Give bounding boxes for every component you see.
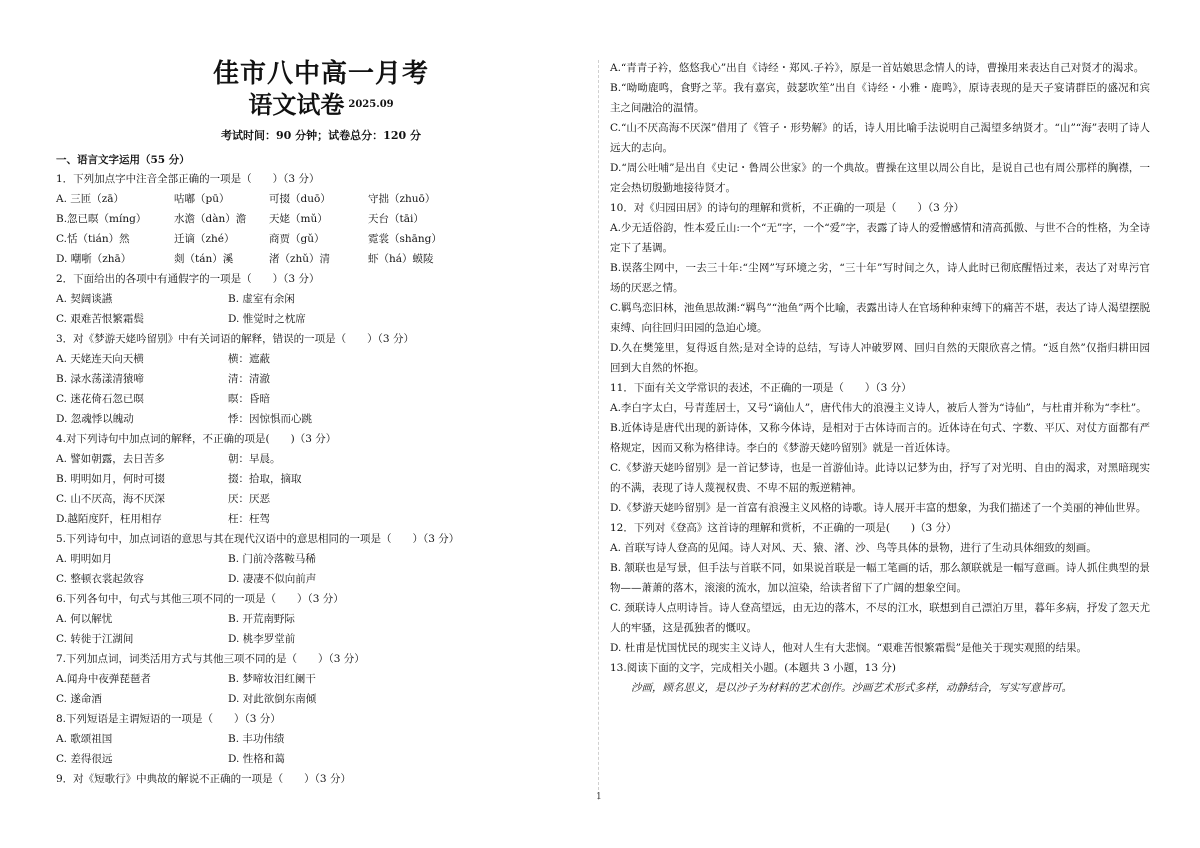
question-1-stem: 1．下列加点字中注音全部正确的一项是（ ）（3 分） [56, 173, 320, 185]
question-11-option: B.近体诗是唐代出现的新诗体，又称今体诗，是相对于古体诗而言的。近体诗在句式、字数、平仄、对仗方面都有严格规定，因而又称为格律诗。李白的《梦游天姥吟留别》就是一首近体诗。 [610, 422, 1150, 454]
option-cell: B.忽已暝（míng） [56, 213, 147, 225]
question-1-row [56, 189, 586, 209]
option-cell: 剡（tán）溪 [174, 253, 234, 265]
option-cell: C. 整顿衣裳起敛容 [56, 573, 144, 585]
option-cell: B. 门前冷落鞍马稀 [228, 553, 316, 565]
question-7-row [56, 669, 586, 689]
page-number: 1 [596, 792, 602, 802]
option-cell: B. 明明如月，何时可掇 [56, 473, 165, 485]
question-2-row [56, 289, 586, 309]
option-cell: C. 山不厌高，海不厌深 [56, 493, 165, 505]
question-9-option: C.“山不厌高海不厌深”借用了《管子・形势解》的话，诗人用比喻手法说明自己渴望多纳贤才。“山”“海”表明了诗人远大的志向。 [610, 122, 1150, 154]
question-10-option: D.久在樊笼里，复得返自然;是对全诗的总结，写诗人冲破罗网、回归自然的天限欣喜之情。“返自然”仅指归耕田园回到大自然的怀抱。 [610, 342, 1150, 374]
option-cell: A. 明明如月 [56, 553, 113, 565]
question-4-stem: 4.对下列诗句中加点词的解释，不正确的项是( )（3 分） [56, 433, 337, 445]
option-cell: 虾（há）蟆陵 [368, 253, 434, 265]
question-11-option: C.《梦游天姥吟留别》是一首记梦诗，也是一首游仙诗。此诗以记梦为由，抒写了对光明、自由的渴求，对黑暗现实的不满，表现了诗人蔑视权贵、不卑不屈的叛逆精神。 [610, 462, 1150, 494]
question-4-row [56, 469, 586, 489]
question-8-stem: 8.下列短语是主谓短语的一项是（ ）（3 分） [56, 713, 281, 725]
option-cell: 渚（zhǔ）清 [269, 253, 331, 265]
question-8-row [56, 729, 586, 749]
option-cell: 暝：昏暗 [228, 393, 270, 405]
question-12-option: D. 杜甫是忧国忧民的现实主义诗人，他对人生有大悲悯。“艰难苦恨繁霜鬓”是他关于现实观照的结果。 [610, 642, 1087, 654]
option-cell: B. 虚室有余闲 [228, 293, 295, 305]
subtitle-row [56, 90, 586, 123]
question-9-option: A.“青青子衿，悠悠我心”出自《诗经・郑风.子衿》，原是一首姑娘思念情人的诗，曹操用来表达自己对贤才的渴求。 [610, 62, 1145, 74]
question-10-option: C.羁鸟恋旧林，池鱼思故渊:“羁鸟”“池鱼”两个比喻，表露出诗人在官场种种束缚下的痛苦不堪，表达了诗人渴望摆脱束缚、向往回归田园的急迫心境。 [610, 302, 1151, 334]
question-12-stem: 12．下列对《登高》这首诗的理解和赏析，不正确的一项是( )（3 分） [610, 522, 957, 534]
option-cell: 守拙（zhuō） [368, 193, 436, 205]
option-cell: C.恬（tián）然 [56, 233, 130, 245]
option-cell: 悸：因惊惧而心跳 [228, 413, 312, 425]
question-10-option: A.少无适俗韵，性本爱丘山:一个“无”字，一个“爱”字，表露了诗人的爱憎感情和清高孤傲、与世不合的性格，为全诗定下了基调。 [610, 222, 1150, 254]
question-11-option: D.《梦游天姥吟留别》是一首富有浪漫主义风格的诗歌。诗人展开丰富的想象，为我们描述了一个美丽的神仙世界。 [610, 502, 1147, 514]
option-cell: D. 对此欲倒东南倾 [228, 693, 317, 705]
reading-passage: 沙画，顾名思义，是以沙子为材料的艺术创作。沙画艺术形式多样，动静结合，写实写意皆可。 [631, 682, 1072, 694]
question-6-row [56, 609, 586, 629]
exam-subtitle: 语文试卷 [248, 90, 345, 119]
option-cell: A. 天姥连天向天横 [56, 353, 144, 365]
option-cell: C. 遂命酒 [56, 693, 102, 705]
question-3-row [56, 389, 586, 409]
question-8-row [56, 749, 586, 769]
question-4-row [56, 489, 586, 509]
question-1-row [56, 249, 586, 269]
option-cell: 厌：厌恶 [228, 493, 270, 505]
option-cell: D.越陌度阡，枉用相存 [56, 513, 162, 525]
option-cell: 枉：枉驾 [228, 513, 270, 525]
question-4-row [56, 449, 586, 469]
option-cell: C. 转徙于江湖间 [56, 633, 134, 645]
option-cell: 天台（tāi） [368, 213, 424, 225]
question-12-option: C. 颈联诗人点明诗旨。诗人登高望远，由无边的落木，不尽的江水，联想到自己漂泊万里，暮年多病，抒发了忽天尤人的牢骚，这是孤独者的慨叹。 [610, 602, 1150, 634]
column-divider [598, 60, 599, 800]
option-cell: 霓裳（shāng） [368, 233, 442, 245]
option-cell: A. 三匝（zā） [56, 193, 125, 205]
exam-title: 佳市八中高一月考 [212, 59, 429, 89]
right-column [610, 58, 1150, 698]
option-cell: D. 桃李罗堂前 [228, 633, 296, 645]
question-2-stem: 2．下面给出的各项中有通假字的一项是（ ）（3 分） [56, 273, 320, 285]
question-9-option: D.“周公吐哺”是出自《史记・鲁周公世家》的一个典故。曹操在这里以周公自比，是说自己也有周公那样的胸襟，一定会热切殷勤地接待贤才。 [610, 162, 1150, 194]
question-5-row [56, 569, 586, 589]
question-11-option: A.李白字太白，号青莲居士，又号“谪仙人”，唐代伟大的浪漫主义诗人，被后人誉为“诗仙”，与杜甫并称为“李杜”。 [610, 402, 1147, 414]
exam-meta: 考试时间：90 分钟；试卷总分：120 分 [221, 129, 421, 142]
question-3-row [56, 369, 586, 389]
option-cell: 咕嘟（pū） [174, 193, 230, 205]
question-3-row [56, 349, 586, 369]
question-5-stem: 5.下列诗句中，加点词语的意思与其在现代汉语中的意思相同的一项是（ ）（3 分） [56, 533, 460, 545]
question-9-option: B.“呦呦鹿鸣，食野之苹。我有嘉宾，鼓瑟吹笙”出自《诗经・小雅・鹿鸣》，原诗表现的是天子宴请群臣的盛况和宾主之间融洽的温情。 [610, 82, 1150, 114]
option-cell: A. 歌颂祖国 [56, 733, 113, 745]
question-12-option: A. 首联写诗人登高的见闻。诗人对风、天、猿、渚、沙、鸟等具体的景物，进行了生动具体细致的刻画。 [610, 542, 1097, 554]
question-11-stem: 11．下面有关文学常识的表述，不正确的一项是（ ）（3 分） [610, 382, 912, 394]
option-cell: 天姥（mǔ） [269, 213, 328, 225]
question-12-option: B. 颔联也是写景，但手法与首联不同，如果说首联是一幅工笔画的话，那么颔联就是一幅写意画。诗人抓住典型的景物——萧萧的落木，滚滚的流水，加以渲染，给读者留下了广阔的想象空间。 [610, 562, 1150, 594]
option-cell: D. 嘲哳（zhā） [56, 253, 132, 265]
option-cell: B. 开荒南野际 [228, 613, 295, 625]
question-13-stem: 13.阅读下面的文字，完成相关小题。(本题共 3 小题，13 分) [610, 662, 896, 674]
option-cell: 可掇（duō） [269, 193, 331, 205]
option-cell: D. 忽魂悸以魄动 [56, 413, 134, 425]
option-cell: A. 譬如朝露，去日苦多 [56, 453, 165, 465]
question-10-option: B.误落尘网中，一去三十年:“尘网”写环境之劣，“三十年”写时间之久，诗人此时已彻底醒悟过来，表达了对卑污官场的厌恶之情。 [610, 262, 1150, 294]
option-cell: 横：遮蔽 [228, 353, 270, 365]
option-cell: D. 惟觉时之枕席 [228, 313, 306, 325]
option-cell: A. 何以解忧 [56, 613, 113, 625]
option-cell: 水澹（dàn）澹 [174, 213, 247, 225]
left-column [56, 58, 586, 789]
option-cell: C. 艰难苦恨繁霜鬓 [56, 313, 144, 325]
question-7-row [56, 689, 586, 709]
question-5-row [56, 549, 586, 569]
question-3-stem: 3．对《梦游天姥吟留别》中有关词语的解释，错误的一项是（ ）（3 分） [56, 333, 414, 345]
option-cell: B. 渌水荡漾清猿啼 [56, 373, 144, 385]
exam-date: 2025.09 [348, 99, 394, 110]
question-9-stem: 9．对《短歌行》中典故的解说不正确的一项是（ ）（3 分） [56, 773, 351, 785]
question-4-row [56, 509, 586, 529]
question-6-row [56, 629, 586, 649]
question-10-stem: 10．对《归园田居》的诗句的理解和赏析，不正确的一项是（ ）（3 分） [610, 202, 965, 214]
option-cell: 商贾（gǔ） [269, 233, 325, 245]
option-cell: C. 迷花倚石忽已暝 [56, 393, 144, 405]
option-cell: A.闻舟中夜弹琵琶者 [56, 673, 151, 685]
question-6-stem: 6.下列各句中，句式与其他三项不同的一项是（ ）（3 分） [56, 593, 344, 605]
section-heading: 一、语言文字运用（55 分） [56, 154, 190, 166]
option-cell: 掇：拾取，摘取 [228, 473, 302, 485]
option-cell: C. 差得很远 [56, 753, 113, 765]
question-1-row [56, 209, 586, 229]
question-7-stem: 7.下列加点词，词类活用方式与其他三项不同的是（ ）（3 分） [56, 653, 365, 665]
option-cell: B. 梦啼妆泪红阑干 [228, 673, 316, 685]
option-cell: A. 契阔谈讌 [56, 293, 113, 305]
option-cell: 清：清澈 [228, 373, 270, 385]
option-cell: 迁谪（zhé） [174, 233, 235, 245]
option-cell: 朝：早晨。 [228, 453, 281, 465]
question-2-row [56, 309, 586, 329]
question-1-row [56, 229, 586, 249]
option-cell: B. 丰功伟绩 [228, 733, 285, 745]
option-cell: D. 凄凄不似向前声 [228, 573, 317, 585]
option-cell: D. 性格和蔼 [228, 753, 285, 765]
question-3-row [56, 409, 586, 429]
